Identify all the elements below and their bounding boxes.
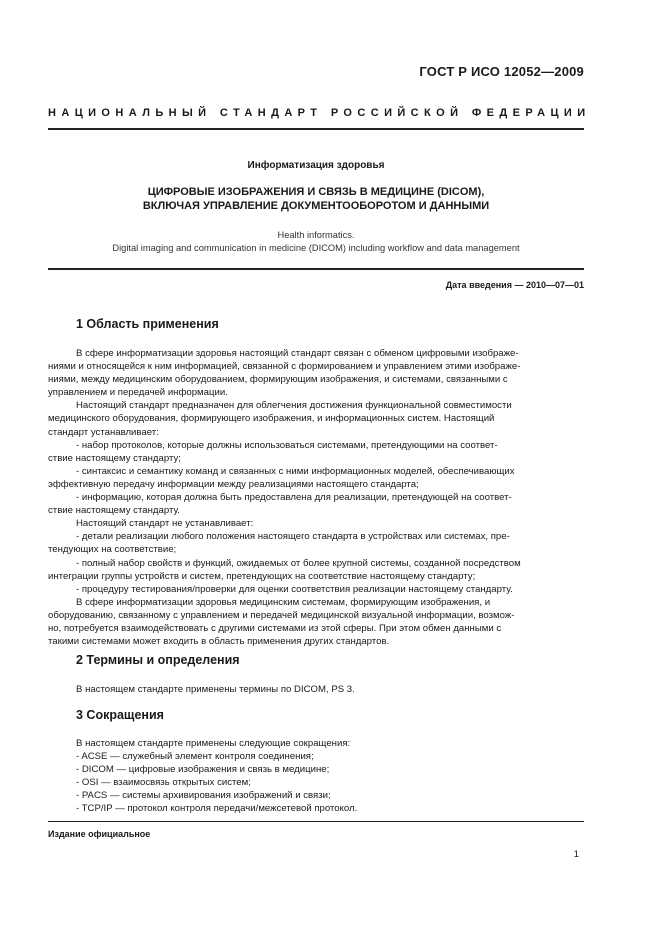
s1-line: интеграции группы устройств и систем, претендующих на соответствие настоящему стандарту; [48, 570, 476, 582]
abbreviation-item: - OSI — взаимосвязь открытых систем; [76, 777, 251, 789]
s3-intro: В настоящем стандарте применены следующие сокращения: [76, 738, 351, 749]
s1-line: оборудованию, связанному с управлением и передачей медицинской визуальной информации, возмож- [48, 609, 515, 621]
main-title-line-1: ЦИФРОВЫЕ ИЗОБРАЖЕНИЯ И СВЯЗЬ В МЕДИЦИНЕ (DICOM), [147, 186, 485, 198]
english-title [48, 229, 584, 255]
section-2-body [76, 683, 584, 696]
section-3-heading: 3 Сокращения [76, 708, 164, 722]
subject-title: Информатизация здоровья [247, 160, 385, 171]
s1-line: стандарт устанавливает: [48, 426, 159, 438]
page-number: 1 [573, 849, 579, 860]
s1-line: - информацию, которая должна быть предоставлена для реализации, претендующей на соответ- [76, 492, 512, 504]
s1-line: Настоящий стандарт не устанавливает: [76, 518, 254, 530]
s1-line: ствие настоящему стандарту; [48, 452, 181, 464]
main-title [48, 185, 584, 213]
s1-line: Настоящий стандарт предназначен для облегчения достижения функциональной совместимости [76, 400, 512, 412]
section-3-body [76, 737, 584, 816]
introduction-date: Дата введения — 2010—07—01 [445, 280, 584, 290]
section-1-body [48, 347, 584, 648]
english-title-line-2: Digital imaging and communication in medicine (DICOM) including workflow and data management [112, 243, 520, 253]
national-standard-banner: НАЦИОНАЛЬНЫЙ СТАНДАРТ РОССИЙСКОЙ ФЕДЕРАЦИИ [48, 107, 591, 119]
abbreviation-item: - TCP/IP — протокол контроля передачи/межсетевой протокол. [76, 803, 358, 815]
s1-line: - полный набор свойств и функций, ожидаемых от более крупной системы, созданной посредством [76, 557, 521, 569]
s1-line: - процедуру тестирования/проверки для оценки соответствия реализации настоящему стандарту. [76, 583, 513, 595]
main-title-line-2: ВКЛЮЧАЯ УПРАВЛЕНИЕ ДОКУМЕНТООБОРОТОМ И ДАННЫМИ [142, 200, 490, 212]
s1-line: ниями, между медицинским оборудованием, формирующим изображения, и системами, связанными с [48, 374, 508, 386]
section-1-heading: 1 Область применения [76, 317, 219, 331]
s1-line: но, потребуется взаимодействовать с другими системами из этой сферы. При этом обмен данными с [48, 622, 502, 634]
s1-line: В сфере информатизации здоровья медицинским системам, формирующим изображения, и [76, 596, 491, 608]
document-code: ГОСТ Р ИСО 12052—2009 [419, 64, 584, 79]
s1-line: - детали реализации любого положения настоящего стандарта в устройствах или системах, пре- [76, 531, 510, 543]
abbreviation-item: - DICOM — цифровые изображения и связь в медицине; [76, 764, 330, 776]
abbreviation-item: - PACS — системы архивирования изображений и связи; [76, 790, 331, 802]
official-edition-note: Издание официальное [48, 829, 151, 839]
title-rule [48, 268, 584, 270]
footer-rule [48, 821, 584, 822]
abbreviation-item: - ACSE — служебный элемент контроля соединения; [76, 751, 314, 763]
s2-line: В настоящем стандарте применены термины по DICOM, PS 3. [76, 684, 355, 695]
s1-line: тендующих на соответствие; [48, 544, 177, 556]
english-title-line-1: Health informatics. [277, 230, 355, 240]
s1-line: ствие настоящему стандарту. [48, 505, 180, 517]
s1-line: В сфере информатизации здоровья настоящий стандарт связан с обменом цифровыми изображе- [76, 348, 519, 359]
s1-line: эффективную передачу информации между реализациями настоящего стандарта; [48, 478, 419, 490]
section-2-heading: 2 Термины и определения [76, 653, 240, 667]
s1-line: ниями и относящейся к ним информацией, связанной с формированием и управлением этими изображе- [48, 361, 521, 373]
s1-line: управлением и передачей информации. [48, 387, 228, 399]
s1-line: - синтаксис и семантику команд и связанных с ними информационных моделей, обеспечивающих [76, 465, 515, 477]
s1-line: медицинского оборудования, формирующего изображения, и информационных систем. Настоящий [48, 413, 495, 425]
s1-line: - набор протоколов, которые должны использоваться системами, претендующими на соответ- [76, 439, 498, 451]
header-rule [48, 128, 584, 130]
s1-line: такими системами может входить в область применения других стандартов. [48, 636, 390, 648]
